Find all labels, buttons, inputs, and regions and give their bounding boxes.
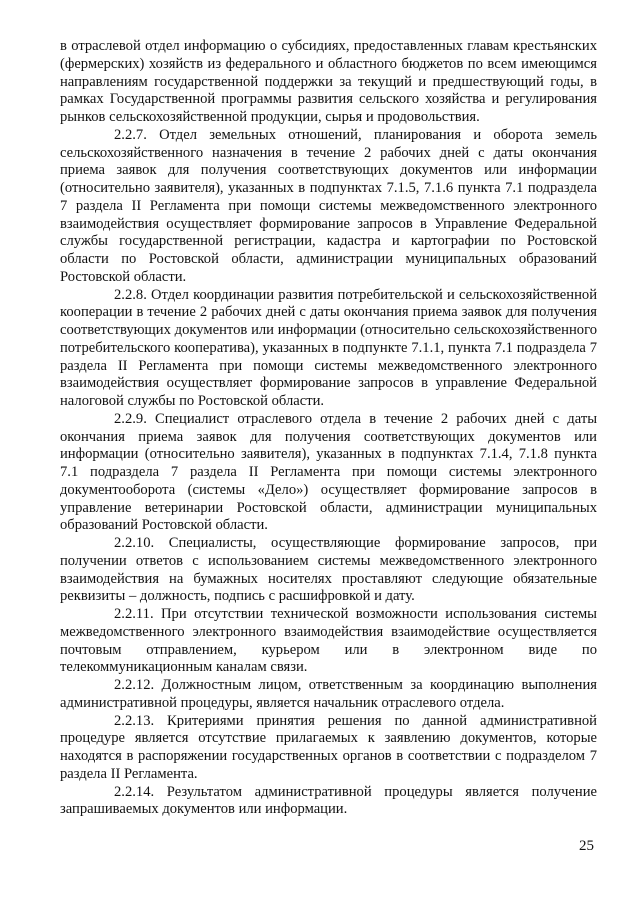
- document-body: [60, 38, 597, 819]
- paragraph-2-2-8: 2.2.8. Отдел координации развития потребительской и сельскохозяйственной кооперации в течение 2 рабочих дней с даты окончания приема заявок для получения соответствующих документов или информации (относительно сельскохозяйственного потребительского кооператива), указанных в подпункте 7.1.1, пункта 7.1 подраздела 7 раздела II Регламента при помощи системы межведомственного электронного взаимодействия осуществляет формирование запросов в управление Федеральной налоговой службы по Ростовской области.: [60, 286, 597, 409]
- paragraph-2-2-11: 2.2.11. При отсутствии технической возможности использования системы межведомственного электронного взаимодействия взаимодействие осуществляется почтовым отправлением, курьером или в электронном виде по телекоммуникационным каналам связи.: [60, 606, 597, 676]
- paragraph-2-2-7: 2.2.7. Отдел земельных отношений, планирования и оборота земель сельскохозяйственного назначения в течение 2 рабочих дней с даты окончания приема заявок для получения соответствующих документов или информации (относительно заявителя), указанных в подпунктах 7.1.5, 7.1.6 пункта 7.1 подраздела 7 раздела II Регламента при помощи системы межведомственного электронного взаимодействия осуществляет формирование запросов в Управление Федеральной службы государственной регистрации, кадастра и картографии по Ростовской области по Ростовской области, администрации муниципальных образований Ростовской области.: [60, 126, 597, 285]
- paragraph-2-2-13: 2.2.13. Критериями принятия решения по данной административной процедуре является отсутствие прилагаемых к заявлению документов, которые находятся в распоряжении государственных органов в соответствии с подразделом 7 раздела II Регламента.: [60, 712, 597, 782]
- paragraph-2-2-12: 2.2.12. Должностным лицом, ответственным за координацию выполнения административной процедуры, является начальник отраслевого отдела.: [60, 677, 597, 711]
- page-number: 25: [579, 838, 594, 854]
- paragraph-2-2-14: 2.2.14. Результатом административной процедуры является получение запрашиваемых документов или информации.: [60, 783, 597, 818]
- paragraph-2-2-10: 2.2.10. Специалисты, осуществляющие формирование запросов, при получении ответов с использованием системы межведомственного электронного взаимодействия на бумажных носителях проставляют следующие обязательные реквизиты – должность, подпись с расшифровкой и дату.: [60, 535, 597, 605]
- paragraph-continuation: в отраслевой отдел информацию о субсидиях, предоставленных главам крестьянских (фермерских) хозяйств из федерального и областного бюджетов по всем имеющимся направлениям государственной поддержки за текущий и предшествующий годы, в рамках Государственной программы развития сельского хозяйства и регулирования рынков сельскохозяйственной продукции, сырья и продовольствия.: [60, 38, 597, 125]
- paragraph-2-2-9: 2.2.9. Специалист отраслевого отдела в течение 2 рабочих дней с даты окончания приема заявок для получения соответствующих документов или информации (относительно заявителя), указанных в подпунктах 7.1.4, 7.1.8 пункта 7.1 подраздела 7 раздела II Регламента при помощи системы электронного документооборота (системы «Дело») осуществляет формирование запросов в управление ветеринарии Ростовской области, администрации муниципальных образований Ростовской области.: [60, 410, 597, 534]
